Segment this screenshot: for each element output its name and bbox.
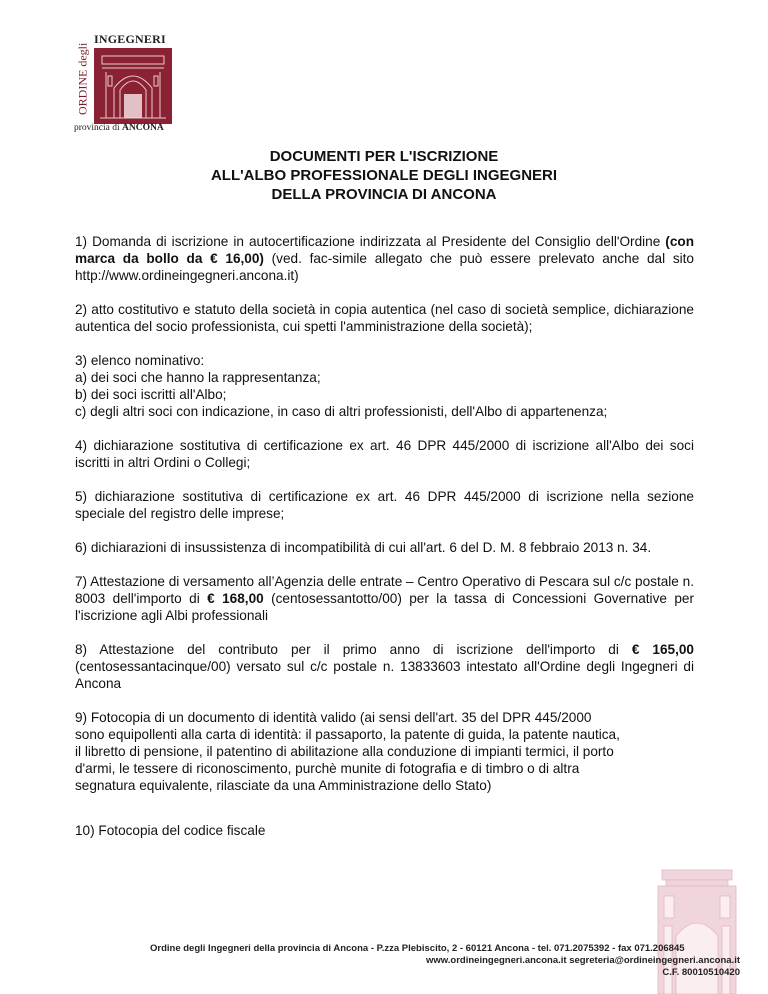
document-body bbox=[75, 233, 694, 856]
item-6: 6) dichiarazioni di insussistenza di incompatibilità di cui all'art. 6 del D. M. 8 febbraio 2013 n. 34. bbox=[75, 540, 652, 555]
arch-emblem-icon bbox=[94, 48, 172, 124]
item-2: 2) atto costitutivo e statuto della società in copia autentica (nel caso di società semplice, dichiarazione autentica del socio professionista, cui spetti l'amministrazione della società); bbox=[75, 302, 694, 334]
item-3-line: c) degli altri soci con indicazione, in caso di altri professionisti, dell'Albo di appartenenza; bbox=[75, 404, 608, 419]
item-4: 4) dichiarazione sostitutiva di certificazione ex art. 46 DPR 445/2000 di iscrizione all'Albo dei soci iscritti in altri Ordini o Collegi; bbox=[75, 438, 694, 470]
document-title bbox=[0, 147, 768, 204]
item-3-line: 3) elenco nominativo: bbox=[75, 353, 205, 368]
footer-address: Ordine degli Ingegneri della provincia di Ancona - P.zza Plebiscito, 2 - 60121 Ancona - tel. 071.2075392 - fax 071.206845 bbox=[150, 943, 685, 954]
item-7: 7) Attestazione di versamento all’Agenzia delle entrate – Centro Operativo di Pescara sul c/c postale n. 8003 dell'importo di € 168,00 (centosessantotto/00) per la tassa di Concessioni Governative per l'iscrizione agli Albi professionali bbox=[75, 574, 694, 623]
logo-top-text: INGEGNERI bbox=[94, 32, 166, 46]
footer-contacts: www.ordineingegneri.ancona.it segreteria@ordineingegneri.ancona.it bbox=[425, 955, 740, 966]
logo-side-text: ORDINE degli bbox=[75, 42, 90, 116]
title-line-3: DELLA PROVINCIA DI ANCONA bbox=[271, 186, 497, 203]
footer bbox=[150, 943, 740, 979]
item-3-line: b) dei soci iscritti all'Albo; bbox=[75, 387, 227, 402]
item-3-line: a) dei soci che hanno la rappresentanza; bbox=[75, 370, 321, 385]
logo-bottom-text: provincia di ANCONA bbox=[74, 123, 164, 133]
footer-tax-code: C.F. 80010510420 bbox=[662, 967, 740, 978]
item-10: 10) Fotocopia del codice fiscale bbox=[75, 823, 266, 838]
item-9-line: d'armi, le tessere di riconoscimento, purchè munite di fotografia e di timbro o di altra bbox=[75, 761, 580, 776]
logo bbox=[74, 28, 176, 134]
title-line-1: DOCUMENTI PER L'ISCRIZIONE bbox=[269, 148, 499, 165]
item-8: 8) Attestazione del contributo per il primo anno di iscrizione dell'importo di € 165,00 (centosessantacinque/00) versato sul c/c postale n. 13833603 intestato all'Ordine degli Ingegneri di Ancona bbox=[75, 642, 694, 691]
item-9-line: 9) Fotocopia di un documento di identità valido (ai sensi dell'art. 35 del DPR 445/2000 bbox=[75, 710, 592, 725]
item-9 bbox=[75, 709, 694, 794]
item-3 bbox=[75, 352, 694, 420]
item-9-line: segnatura equivalente, rilasciate da una Amministrazione dello Stato) bbox=[75, 778, 492, 793]
item-1: 1) Domanda di iscrizione in autocertificazione indirizzata al Presidente del Consiglio dell'Ordine (con marca da bollo da € 16,00) (ved. fac-simile allegato che può essere prelevato anche dal sito http://www.ordineingegneri.ancona.it) bbox=[75, 234, 694, 283]
item-9-line: il libretto di pensione, il patentino di abilitazione alla conduzione di impianti termici, il porto bbox=[75, 744, 614, 759]
title-line-2: ALL'ALBO PROFESSIONALE DEGLI INGEGNERI bbox=[210, 167, 558, 184]
item-5: 5) dichiarazione sostitutiva di certificazione ex art. 46 DPR 445/2000 di iscrizione nella sezione speciale del registro delle imprese; bbox=[75, 489, 694, 521]
item-9-line: sono equipollenti alla carta di identità: il passaporto, la patente di guida, la patente nautica, bbox=[75, 727, 620, 742]
